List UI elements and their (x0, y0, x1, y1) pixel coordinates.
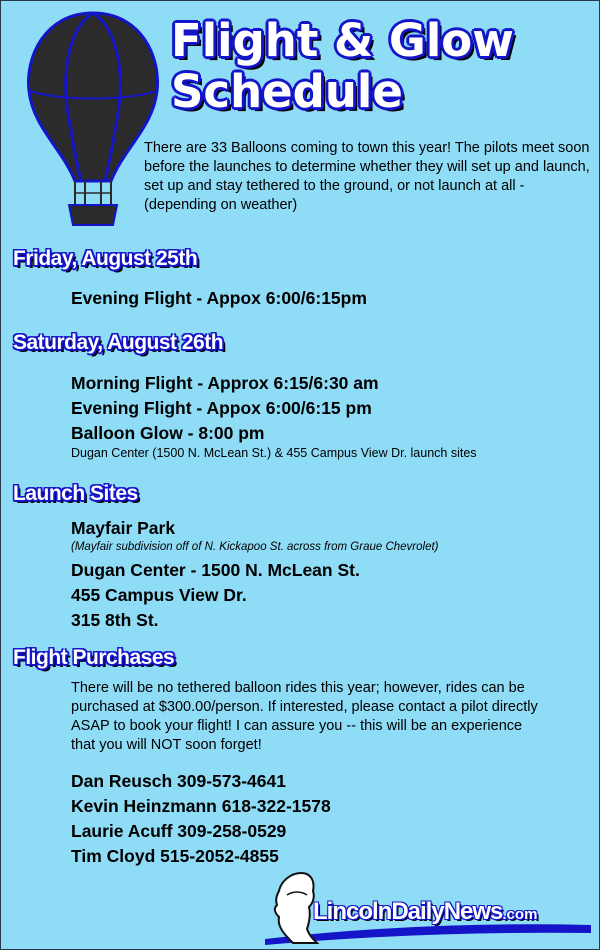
friday-evening-flight: Evening Flight - Appox 6:00/6:15pm (71, 288, 367, 308)
launch-sites-heading: Launch Sites (13, 482, 138, 505)
balloon-glow: Balloon Glow - 8:00 pm (71, 423, 265, 443)
purchases-text: There will be no tethered balloon rides this year; however, rides can be purchased at $300.00/person. If interested, please contact a pilot directly ASAP to book your flight! I can assure you -- this will be an experience that you will NOT soon forget! (71, 680, 538, 753)
friday-heading: Friday, August 25th (13, 247, 198, 270)
saturday-morning-flight: Morning Flight - Approx 6:15/6:30 am (71, 373, 379, 393)
glow-location-note: Dugan Center (1500 N. McLean St.) & 455 Campus View Dr. launch sites (71, 446, 477, 460)
launch-site-campus-view: 455 Campus View Dr. (71, 585, 247, 605)
title-line-1: Flight & Glow (171, 14, 514, 67)
contact-dan-reusch: Dan Reusch 309-573-4641 (71, 771, 286, 791)
logo-main-text: LincolnDailyNews (313, 898, 503, 925)
lincoln-daily-news-logo (313, 898, 537, 926)
hot-air-balloon-icon (23, 9, 163, 229)
intro-text: There are 33 Balloons coming to town this year! The pilots meet soon before the launches to determine whether they will set up and launch, set up and stay tethered to the ground, or not launch at all - (depending on weather) (144, 140, 590, 213)
logo-suffix-text: .com (502, 906, 538, 923)
launch-site-mayfair-note: (Mayfair subdivision off of N. Kickapoo St. across from Graue Chevrolet) (71, 541, 439, 553)
contact-laurie-acuff: Laurie Acuff 309-258-0529 (71, 821, 287, 841)
page-title (171, 15, 514, 117)
contact-tim-cloyd: Tim Cloyd 515-2052-4855 (71, 846, 279, 866)
flight-purchases-heading: Flight Purchases (13, 646, 175, 669)
saturday-evening-flight: Evening Flight - Appox 6:00/6:15 pm (71, 398, 372, 418)
title-line-2: Schedule (171, 65, 403, 118)
launch-site-8th-st: 315 8th St. (71, 610, 159, 630)
launch-site-dugan: Dugan Center - 1500 N. McLean St. (71, 560, 360, 580)
saturday-heading: Saturday, August 26th (13, 331, 224, 354)
contact-kevin-heinzmann: Kevin Heinzmann 618-322-1578 (71, 796, 331, 816)
launch-site-mayfair: Mayfair Park (71, 518, 176, 538)
